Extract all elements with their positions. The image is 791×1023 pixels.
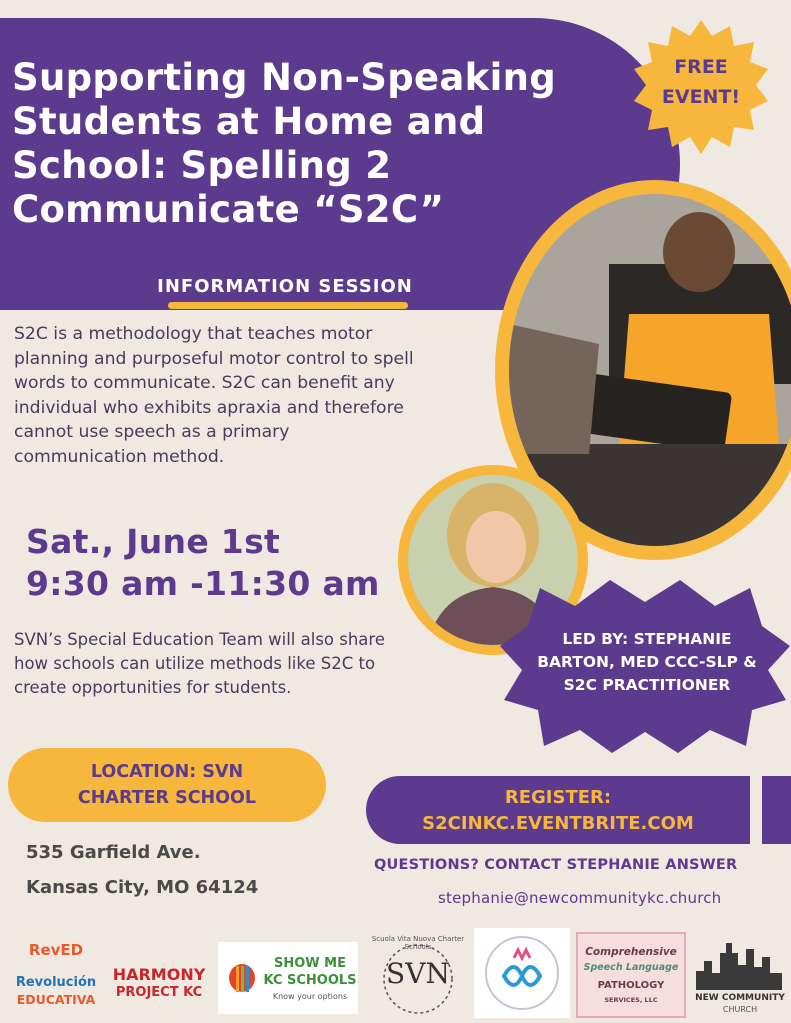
address-city: Kansas City, MO 64124 [26,877,259,898]
led-by-badge [500,578,790,753]
location-line-2: CHARTER SCHOOL [77,788,257,808]
event-date: Sat., June 1st [26,522,281,561]
autism-organization-logo [474,928,570,1018]
subtitle-underline [168,302,408,309]
skyline-icon [692,935,788,990]
hand-infinity-icon [474,928,570,1018]
subtitle: INFORMATION SESSION [157,276,413,297]
description-text: S2C is a methodology that teaches motor planning and purposeful motor control to spell words to communicate. S2C can benefit any individual who exhibits apraxia and therefore cannot use speech as a primary communication method. [14,324,414,467]
svn-note: SVN’s Special Education Team will also share how schools can utilize methods like S2C to create opportunities for students. [14,630,385,697]
page-title: Supporting Non-Speaking Students at Home and School: Spelling 2 Communicate “S2C” [12,56,556,231]
led-by-text: LED BY: STEPHANIE BARTON, MED CCC-SLP & S2C PRACTITIONER [537,630,757,694]
register-link[interactable]: S2CINKC.EVENTBRITE.COM [422,813,694,834]
location-pill [8,748,326,822]
reved-mark: RevED [28,941,84,959]
contact-email[interactable]: stephanie@newcommunitykc.church [438,889,722,907]
badge-line-2: EVENT! [661,86,741,108]
register-accent-tab [762,776,791,844]
new-community-church-logo: NEW COMMUNITY CHURCH [692,935,788,1020]
address-street: 535 Garfield Ave. [26,842,201,863]
location-line-1: LOCATION: SVN [90,762,244,782]
register-pill[interactable] [366,776,750,844]
register-label: REGISTER: [504,787,612,808]
harmony-project-logo: HARMONY PROJECT KC [112,965,206,1000]
free-event-badge [632,18,770,156]
event-time: 9:30 am -11:30 am [26,564,380,603]
badge-line-1: FREE [674,56,728,78]
revolucion-educativa-logo: RevED Revolución EDUCATIVA [10,935,102,1020]
comprehensive-slp-logo: Comprehensive Speech Language PATHOLOGY SERVICES, LLC [576,932,686,1018]
questions-text: QUESTIONS? CONTACT STEPHANIE ANSWER [374,857,738,873]
show-me-kc-schools-logo: SHOW ME KC SCHOOLS Know your options [218,942,358,1014]
svn-logo: SVN Scuola Vita Nuova Charter Schools [368,935,468,1020]
